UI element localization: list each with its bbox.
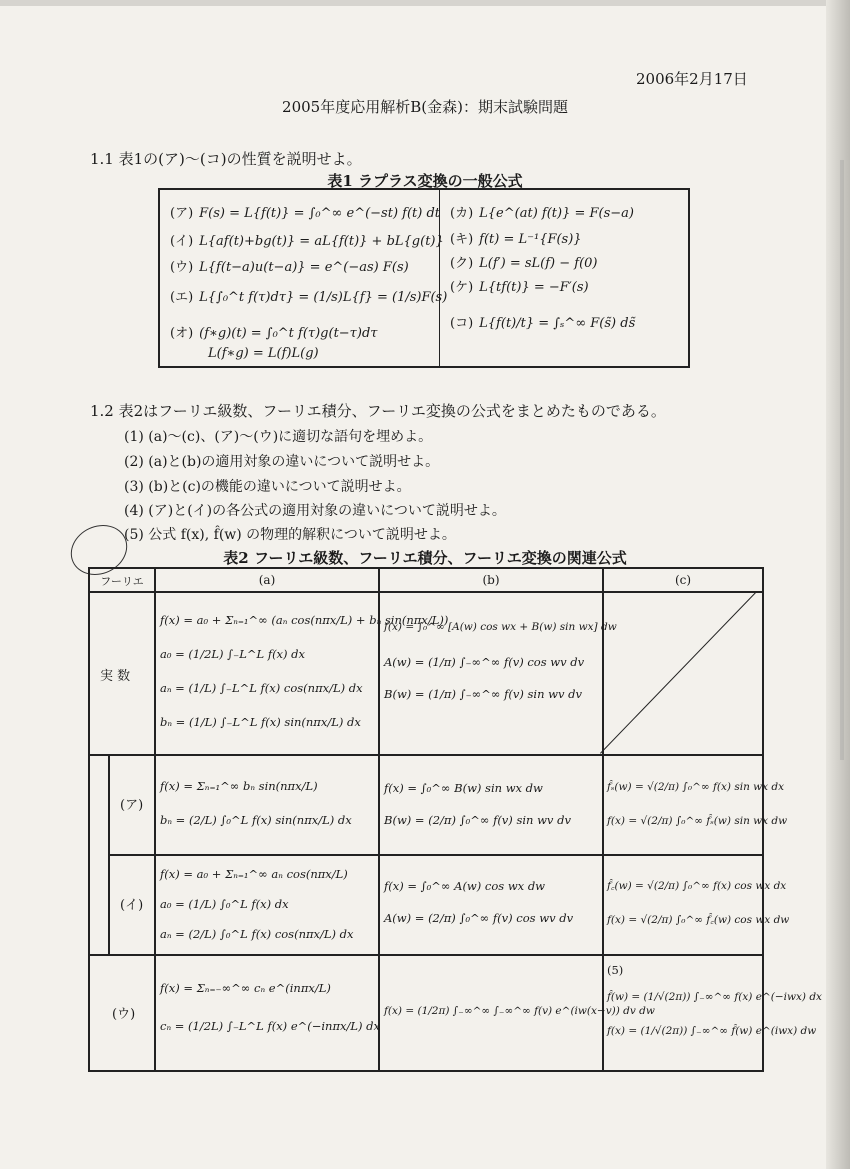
formula-ku: (ク) L(f′) = sL(f) − f(0) <box>450 256 598 271</box>
r3-a-2: cₙ = (1/2L) ∫₋L^L f(x) e^(−inπx/L) dx <box>160 1019 381 1033</box>
formula-a: (ア) F(s) = L{f(t)} = ∫₀^∞ e^(−st) f(t) dt <box>170 206 441 221</box>
formula-ke: (ケ) L{tf(t)} = −F′(s) <box>450 280 589 295</box>
t2-vline-1 <box>154 569 156 1070</box>
formula-ka: (カ) L{e^(at) f(t)} = F(s−a) <box>450 206 634 221</box>
r0-a-4: bₙ = (1/L) ∫₋L^L f(x) sin(nπx/L) dx <box>160 715 361 729</box>
r1-b-2: B(w) = (2/π) ∫₀^∞ f(v) sin wv dv <box>384 813 571 827</box>
scan-shadow <box>840 160 844 760</box>
row-label-real: 実 数 <box>100 669 131 684</box>
row-label-u: (ウ) <box>112 1007 136 1022</box>
subquestion-3: (3) (b)と(c)の機能の違いについて説明せよ。 <box>124 479 411 495</box>
r0-a-1: f(x) = a₀ + Σₙ₌₁^∞ (aₙ cos(nπx/L) + bₙ sin(nπx/L)) <box>160 613 449 627</box>
r1-a-2: bₙ = (2/L) ∫₀^L f(x) sin(nπx/L) dx <box>160 813 352 827</box>
r2-b-1: f(x) = ∫₀^∞ A(w) cos wx dw <box>384 879 546 893</box>
r2-c-1: f̂꜀(w) = √(2/π) ∫₀^∞ f(x) cos wx dx <box>607 880 787 892</box>
t2-header-fourier: フーリエ <box>100 575 144 588</box>
r3-c-2: f(x) = (1/√(2π)) ∫₋∞^∞ f̂(w) e^(iwx) dw <box>607 1025 817 1037</box>
subquestion-4: (4) (ア)と(イ)の各公式の適用対象の違いについて説明せよ。 <box>124 503 506 519</box>
t2-vline-2 <box>378 569 380 1070</box>
formula-o: (オ) (f∗g)(t) = ∫₀^t f(τ)g(t−τ)dτ <box>170 326 378 341</box>
question-1-2: 1.2 表2はフーリエ級数、フーリエ積分、フーリエ変換の公式をまとめたものである。 <box>90 402 666 420</box>
formula-o-2: L(f∗g) = L(f)L(g) <box>208 346 319 361</box>
r2-a-2: a₀ = (1/L) ∫₀^L f(x) dx <box>160 897 289 911</box>
r2-a-1: f(x) = a₀ + Σₙ₌₁^∞ aₙ cos(nπx/L) <box>160 867 348 881</box>
r0-b-3: B(w) = (1/π) ∫₋∞^∞ f(v) sin wv dv <box>384 687 582 701</box>
formula-ki: (キ) f(t) = L⁻¹{F(s)} <box>450 232 582 247</box>
t2-header-b: (b) <box>482 573 500 587</box>
formula-ko: (コ) L{f(t)/t} = ∫ₛ^∞ F(s̃) ds̃ <box>450 316 636 331</box>
table2-caption: 表2 フーリエ級数、フーリエ積分、フーリエ変換の関連公式 <box>223 549 627 567</box>
r1-b-1: f(x) = ∫₀^∞ B(w) sin wx dw <box>384 781 543 795</box>
t2-diagonal <box>600 591 757 754</box>
table1-laplace <box>158 188 690 368</box>
question-1-1: 1.1 表1の(ア)～(コ)の性質を説明せよ。 <box>90 150 362 168</box>
t2-header-a: (a) <box>258 573 276 587</box>
r3-b-1: f(x) = (1/2π) ∫₋∞^∞ ∫₋∞^∞ f(v) e^(iw(x−v)) dv dw <box>384 1005 655 1017</box>
r0-a-2: a₀ = (1/2L) ∫₋L^L f(x) dx <box>160 647 306 661</box>
table2-fourier <box>88 567 822 1072</box>
r2-c-2: f(x) = √(2/π) ∫₀^∞ f̂꜀(w) cos wx dw <box>607 914 790 926</box>
r2-a-3: aₙ = (2/L) ∫₀^L f(x) cos(nπx/L) dx <box>160 927 354 941</box>
t2-vline-3 <box>602 569 604 1070</box>
t2-hline-header <box>90 591 762 593</box>
subquestion-5: (5) 公式 f(x), f̂(w) の物理的解釈について説明せよ。 <box>124 527 456 543</box>
r3-c-1: f̂(w) = (1/√(2π)) ∫₋∞^∞ f(x) e^(−iwx) dx <box>607 991 822 1003</box>
r0-b-1: f(x) = ∫₀^∞ [A(w) cos wx + B(w) sin wx] dw <box>384 621 617 633</box>
exam-title: 2005年度応用解析B(金森)：期末試験問題 <box>282 98 568 116</box>
r2-b-2: A(w) = (2/π) ∫₀^∞ f(v) cos wv dv <box>384 911 574 925</box>
r1-c-2: f(x) = √(2/π) ∫₀^∞ f̂ₛ(w) sin wx dw <box>607 815 788 827</box>
t2-hline-3 <box>90 954 762 956</box>
r3-a-1: f(x) = Σₙ₌₋∞^∞ cₙ e^(inπx/L) <box>160 981 331 995</box>
paper-edge-top <box>0 0 850 6</box>
exam-date: 2006年2月17日 <box>636 70 748 88</box>
r1-a-1: f(x) = Σₙ₌₁^∞ bₙ sin(nπx/L) <box>160 779 318 793</box>
formula-i: (イ) L{af(t)+bg(t)} = aL{f(t)} + bL{g(t)} <box>170 234 444 249</box>
t2-hline-2 <box>108 854 762 856</box>
table1-caption: 表1 ラプラス変換の一般公式 <box>327 172 523 190</box>
row-label-i: (イ) <box>120 898 144 913</box>
table1-right-column <box>440 190 688 366</box>
formula-e: (エ) L{∫₀^t f(τ)dτ} = (1/s)L{f} = (1/s)F(s) <box>170 290 448 305</box>
t2-hline-1 <box>90 754 762 756</box>
r0-a-3: aₙ = (1/L) ∫₋L^L f(x) cos(nπx/L) dx <box>160 681 363 695</box>
formula-u: (ウ) L{f(t−a)u(t−a)} = e^(−as) F(s) <box>170 260 409 275</box>
row-label-a: (ア) <box>120 798 144 813</box>
r0-b-2: A(w) = (1/π) ∫₋∞^∞ f(v) cos wv dv <box>384 655 585 669</box>
r1-c-1: f̂ₛ(w) = √(2/π) ∫₀^∞ f(x) sin wx dx <box>607 781 785 793</box>
r3-c-note: (5) <box>607 963 624 977</box>
subquestion-2: (2) (a)と(b)の適用対象の違いについて説明せよ。 <box>124 454 440 470</box>
subquestion-1: (1) (a)～(c)、(ア)～(ウ)に適切な語句を埋めよ。 <box>124 429 433 445</box>
t2-header-c: (c) <box>674 573 692 587</box>
table1-left-column <box>160 190 448 366</box>
